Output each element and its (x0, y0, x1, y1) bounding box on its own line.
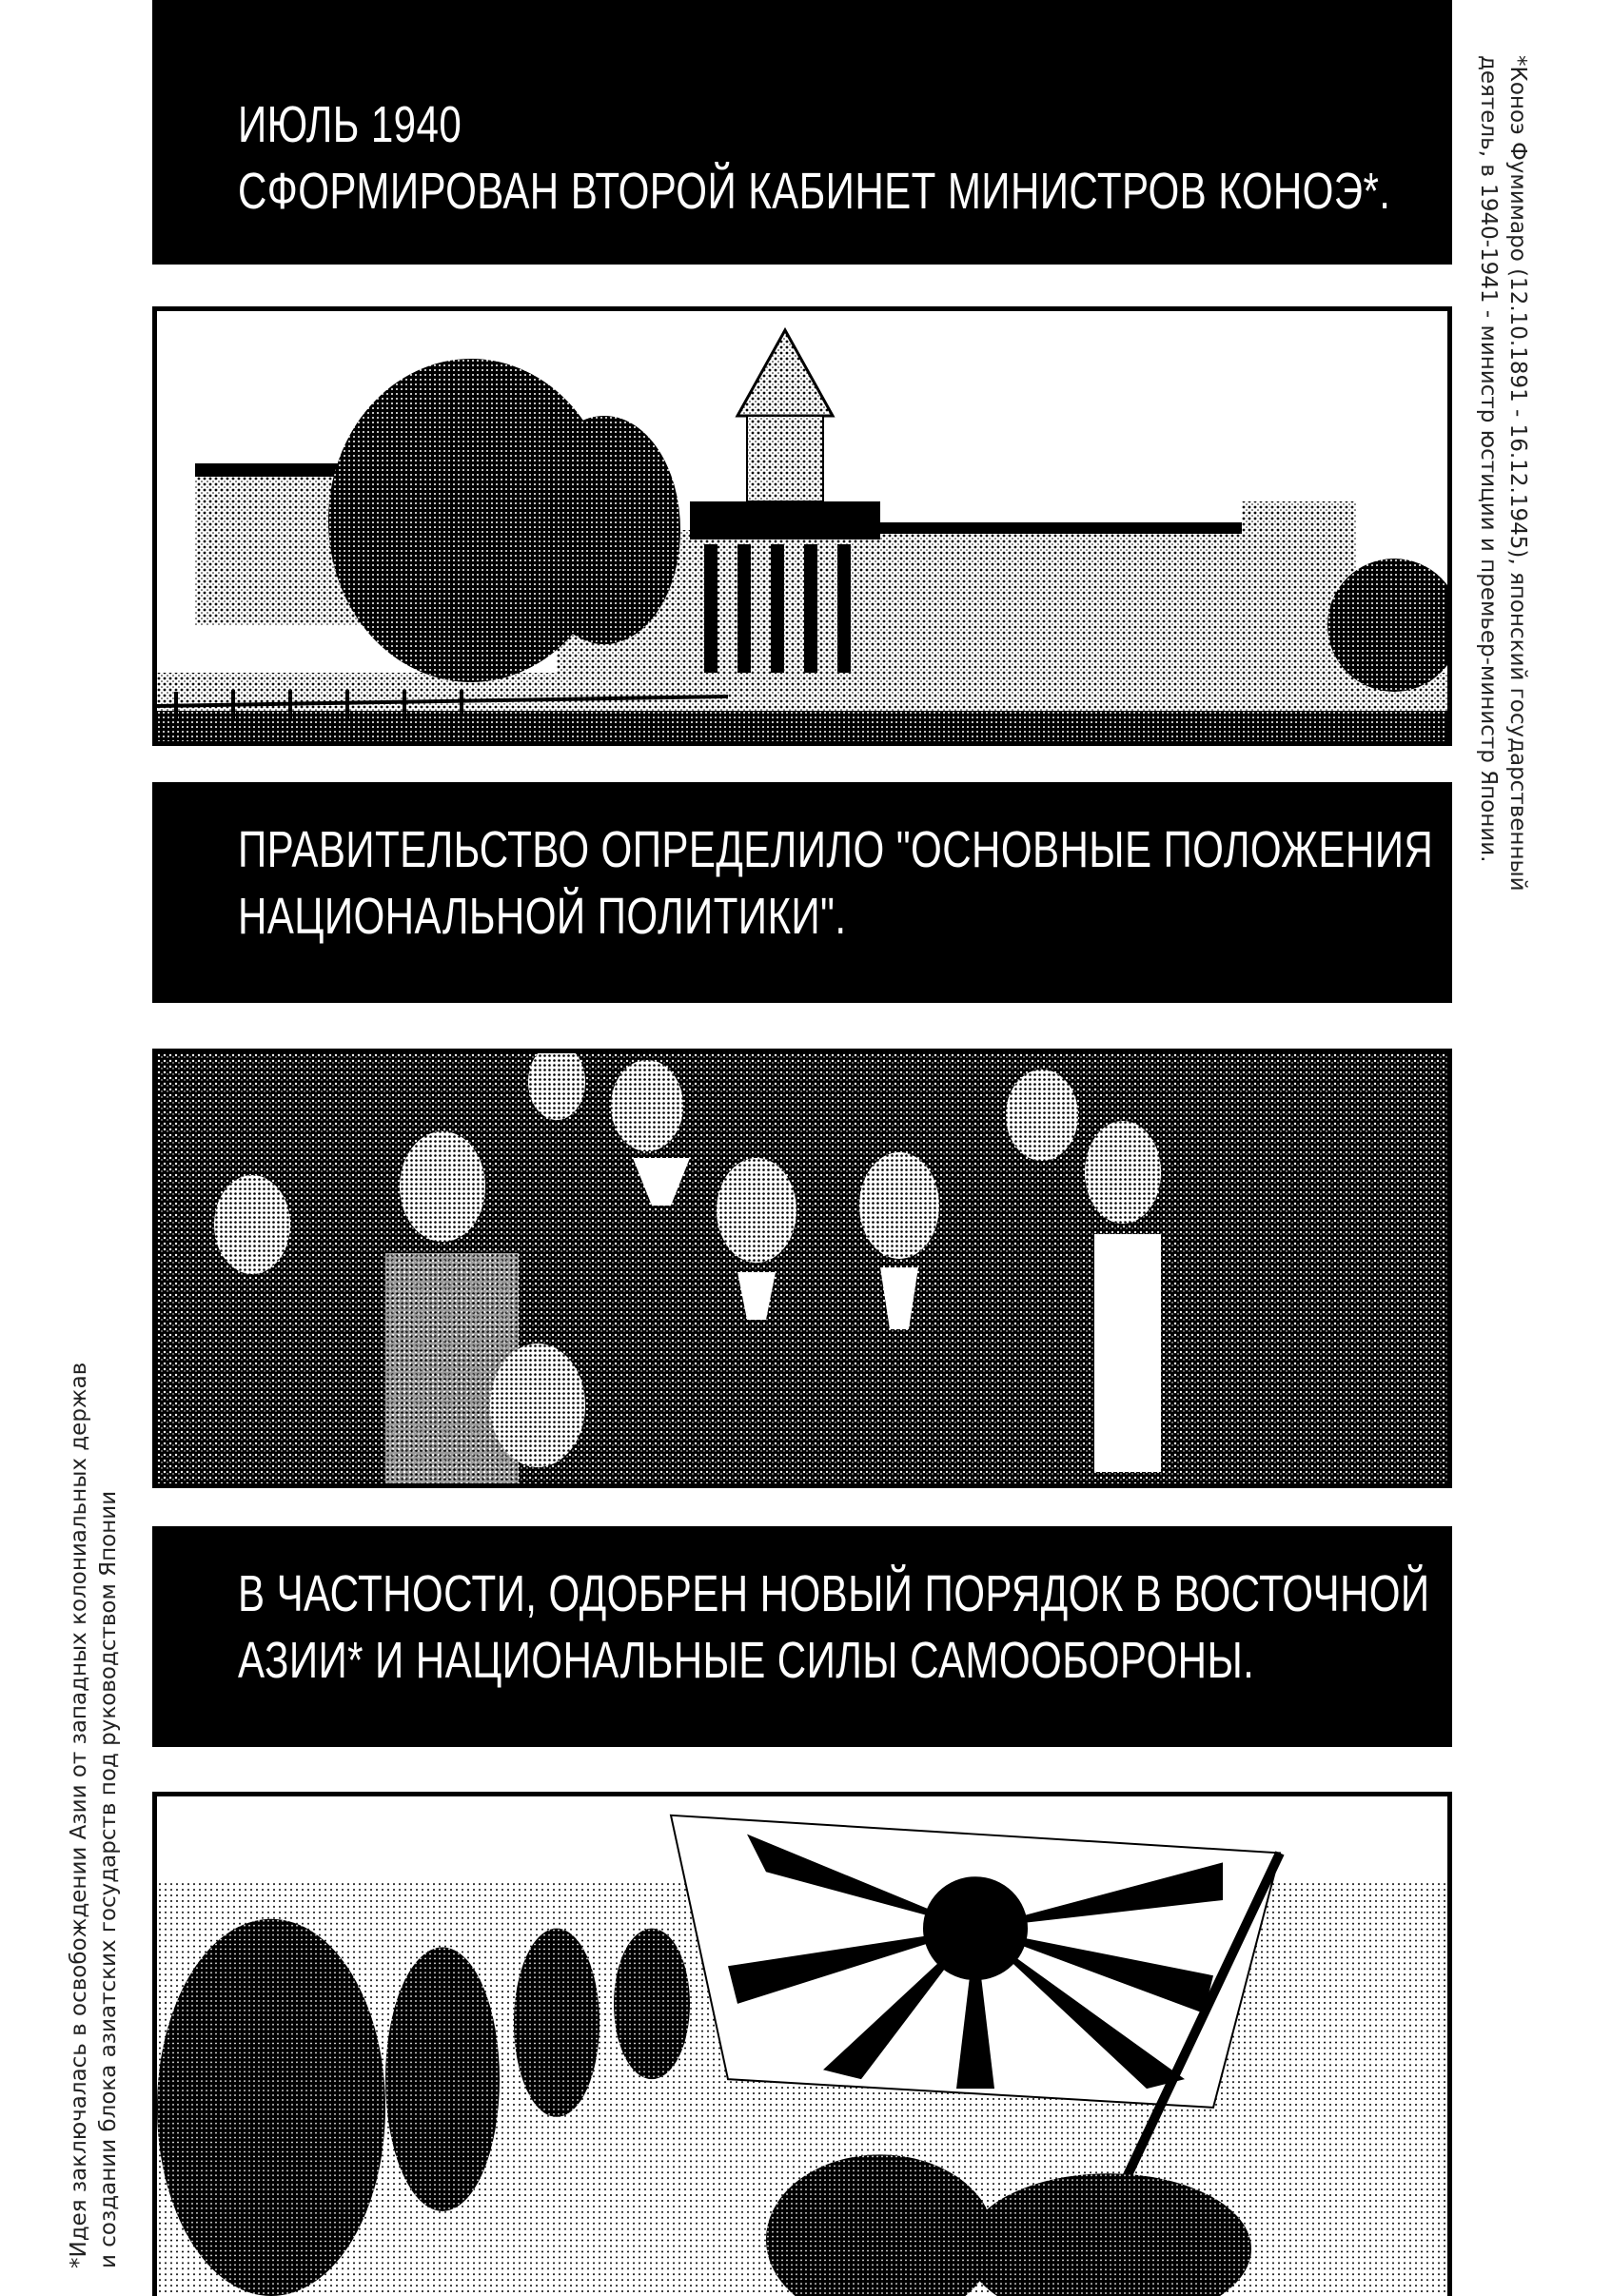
caption-2-line-1: ПРАВИТЕЛЬСТВО ОПРЕДЕЛИЛО "ОСНОВНЫЕ ПОЛОЖЕНИЯ (238, 821, 1434, 878)
caption-3-line-1: В ЧАСТНОСТИ, ОДОБРЕН НОВЫЙ ПОРЯДОК В ВОСТОЧНОЙ (238, 1565, 1430, 1622)
footnote-asia-line-1: *Идея заключалась в освобождении Азии от западных колониальных держав (67, 1362, 91, 2268)
soldiers-flag-illustration (157, 1796, 1447, 2296)
caption-box-1 (152, 0, 1452, 265)
footnote-konoe-line-2: деятель, в 1940-1941 - министр юстиции и премьер-министр Японии. (1476, 55, 1501, 863)
photo-cabinet-members (152, 1049, 1452, 1488)
caption-3-line-2: АЗИИ* И НАЦИОНАЛЬНЫЕ СИЛЫ САМООБОРОНЫ. (238, 1632, 1255, 1689)
caption-box-2 (152, 782, 1452, 1003)
footnote-konoe (1473, 55, 1532, 892)
footnote-asia (65, 1363, 124, 2268)
caption-box-3 (152, 1526, 1452, 1747)
caption-1-line-2: СФОРМИРОВАН ВТОРОЙ КАБИНЕТ МИНИСТРОВ КОНОЭ*. (238, 163, 1391, 220)
footnote-asia-line-2: и создании блока азиатских государств под руководством Японии (96, 1490, 121, 2268)
footnote-konoe-line-1: *Коноэ Фумимаро (12.10.1891 - 16.12.1945), японский государственный (1505, 55, 1530, 892)
caption-1-line-1: ИЮЛЬ 1940 (238, 96, 462, 153)
photo-soldiers-flag (152, 1792, 1452, 2296)
caption-2-line-2: НАЦИОНАЛЬНОЙ ПОЛИТИКИ". (238, 888, 847, 945)
cabinet-group-illustration (157, 1053, 1447, 1483)
photo-diet-building (152, 306, 1452, 746)
diet-building-illustration (157, 311, 1447, 741)
